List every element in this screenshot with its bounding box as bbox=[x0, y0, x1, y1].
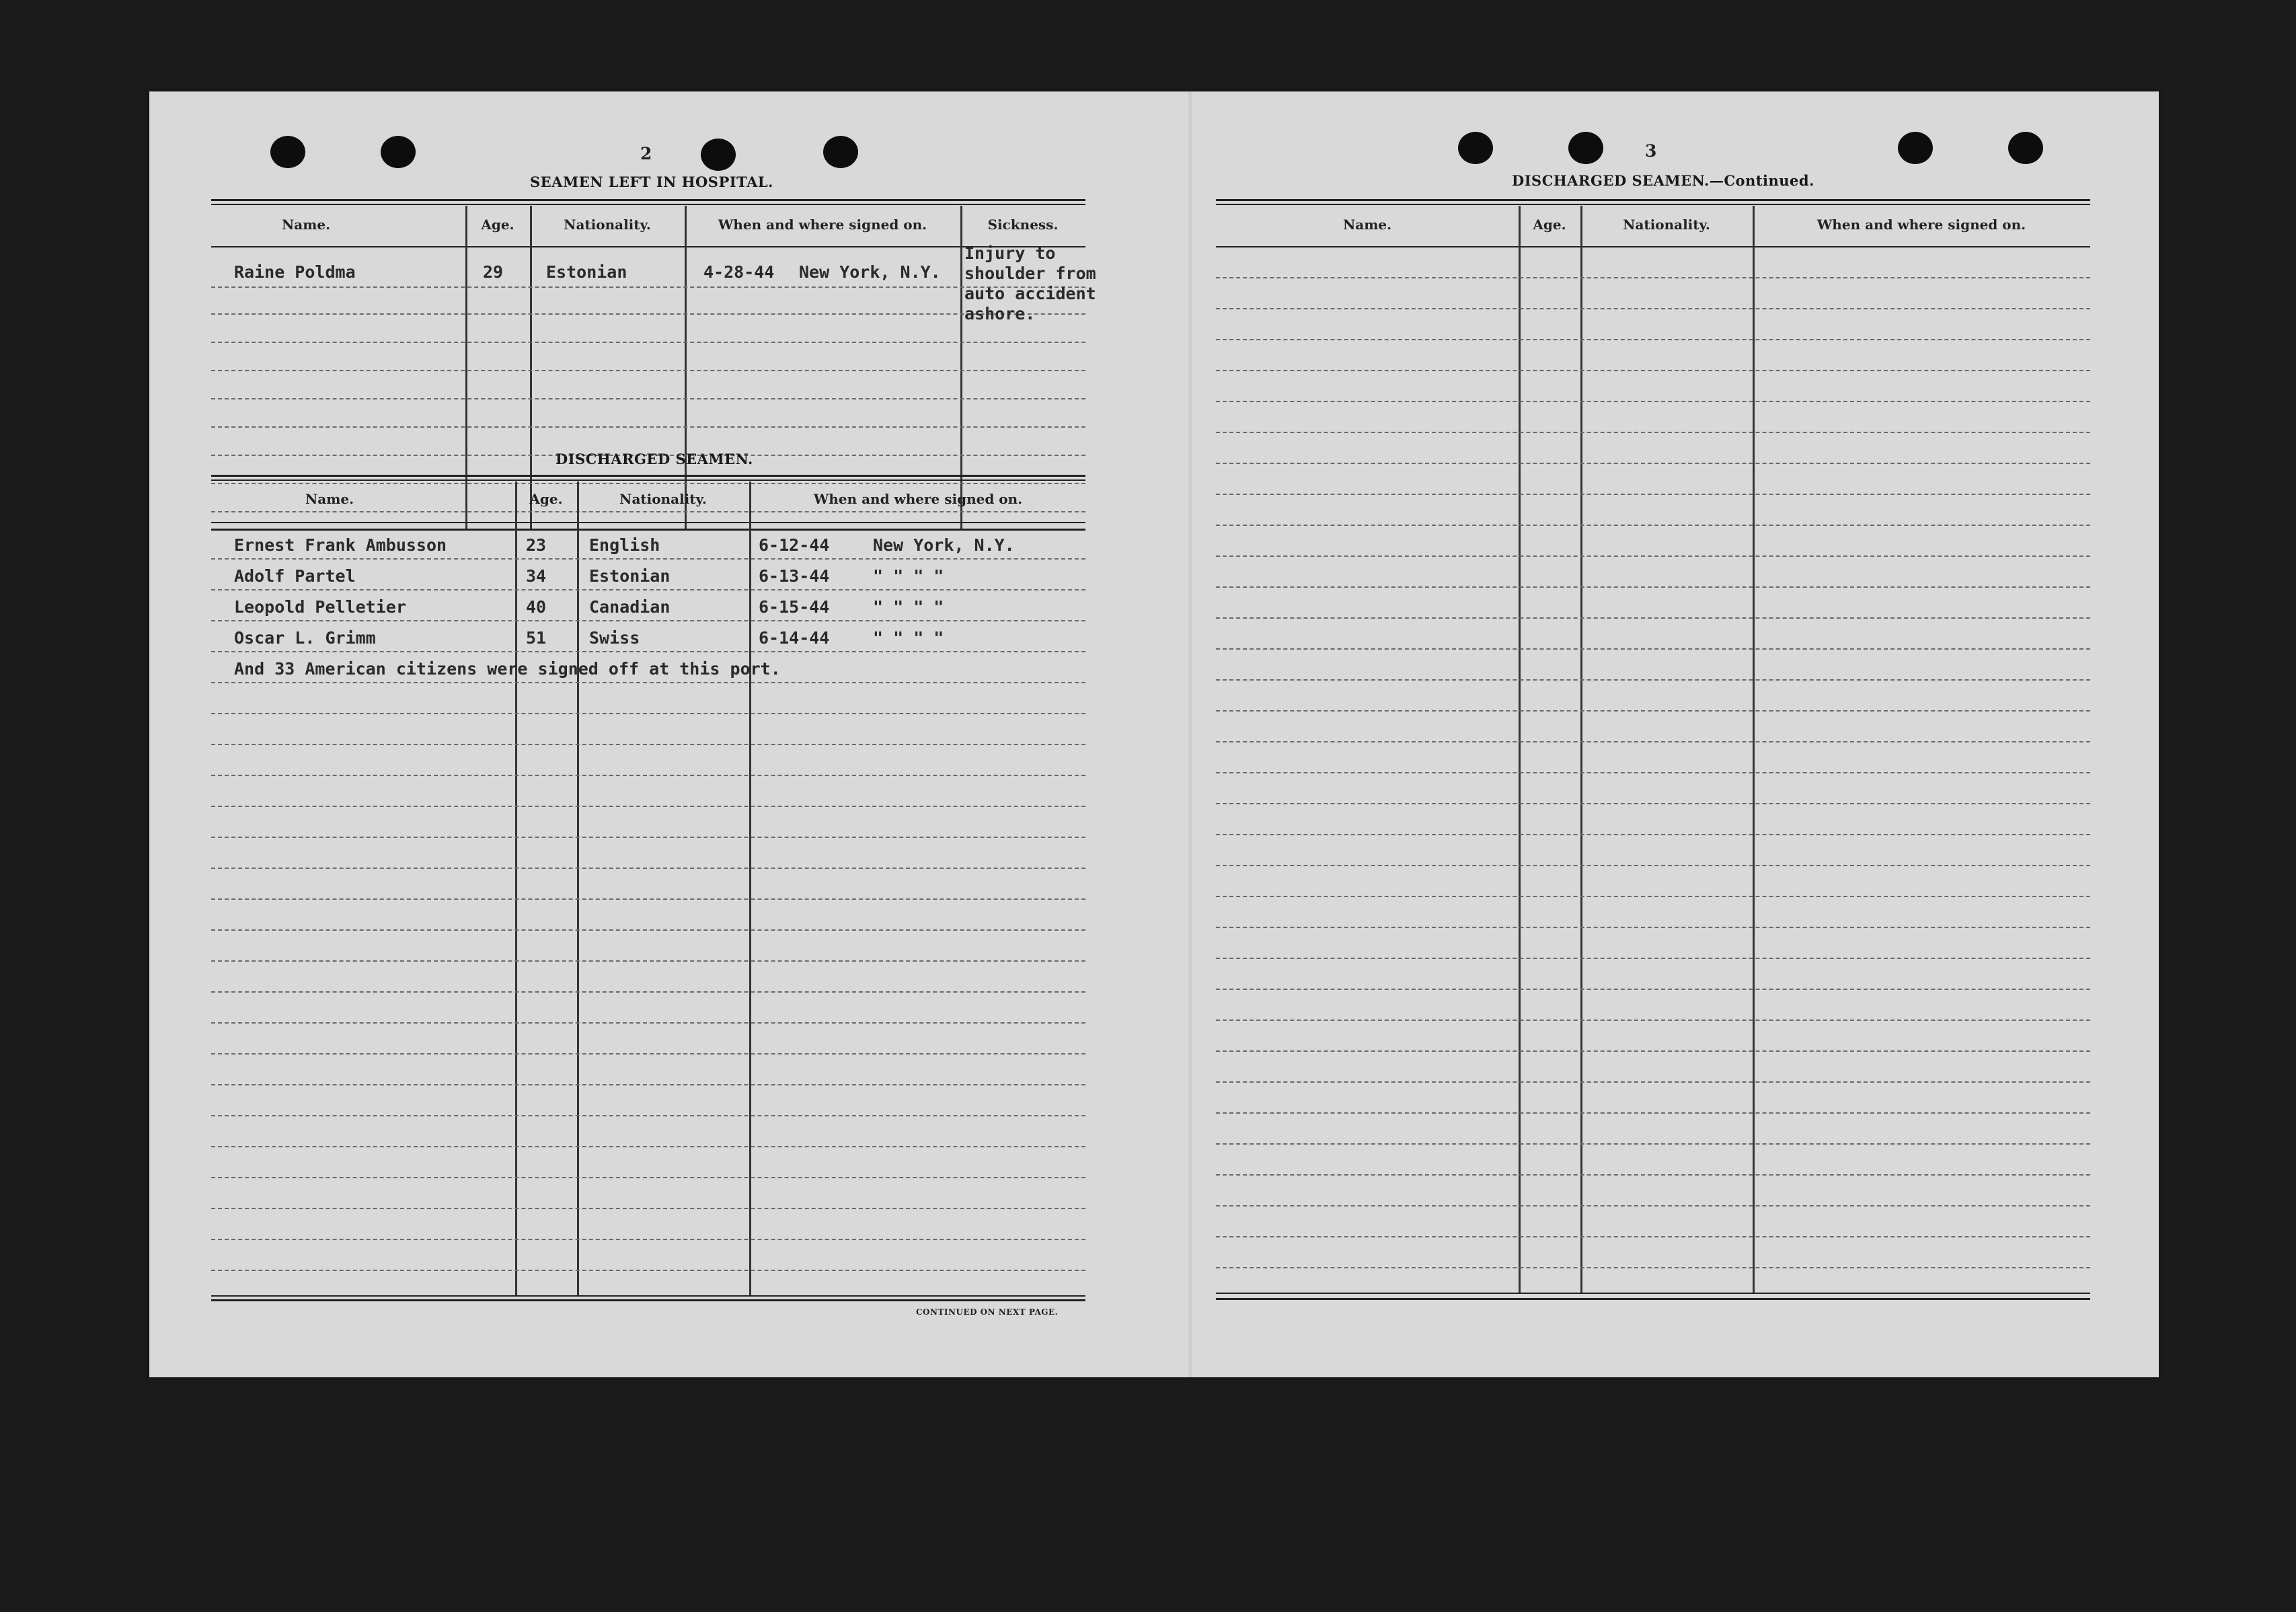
discharged-row-name: Oscar L. Grimm bbox=[234, 628, 376, 648]
discharged-row-age: 23 bbox=[526, 535, 547, 555]
discharged-row-place: " " " " bbox=[873, 597, 944, 617]
hospital-col-nationality: Nationality. bbox=[564, 217, 651, 233]
hospital-row-sickness-line: shoulder from bbox=[964, 264, 1096, 283]
right-col-nationality: Nationality. bbox=[1623, 217, 1710, 233]
right-section-title: DISCHARGED SEAMEN.—Continued. bbox=[1512, 172, 1814, 189]
discharged-row-nationality: Swiss bbox=[589, 628, 640, 648]
discharged-row-date: 6-14-44 bbox=[759, 628, 830, 648]
punch-hole bbox=[1898, 132, 1933, 164]
hospital-row-age: 29 bbox=[483, 262, 504, 282]
discharged-row-date: 6-12-44 bbox=[759, 535, 830, 555]
discharged-col-nationality: Nationality. bbox=[619, 491, 707, 507]
left-page-number: 2 bbox=[640, 144, 652, 163]
right-page-number: 3 bbox=[1645, 141, 1657, 161]
hospital-row-sickness-line: auto accident bbox=[964, 284, 1096, 303]
hospital-col-name: Name. bbox=[281, 217, 331, 233]
discharged-row-name: Ernest Frank Ambusson bbox=[234, 535, 447, 555]
hospital-col-signed-on: When and where signed on. bbox=[718, 217, 927, 233]
punch-hole bbox=[381, 136, 416, 168]
discharged-row-date: 6-15-44 bbox=[759, 597, 830, 617]
discharged-row-age: 40 bbox=[526, 597, 547, 617]
hospital-row-sickness-line: ashore. bbox=[964, 304, 1036, 323]
punch-hole bbox=[823, 136, 858, 168]
continued-footer: CONTINUED ON NEXT PAGE. bbox=[916, 1307, 1059, 1317]
hospital-row-nationality: Estonian bbox=[546, 262, 627, 282]
discharged-col-name: Name. bbox=[305, 491, 354, 507]
discharged-row-nationality: English bbox=[589, 535, 660, 555]
hospital-row-name: Raine Poldma bbox=[234, 262, 356, 282]
hospital-col-sickness: Sickness. bbox=[987, 217, 1059, 233]
discharged-row-place: New York, N.Y. bbox=[873, 535, 1015, 555]
hospital-col-age: Age. bbox=[481, 217, 514, 233]
discharged-row-place: " " " " bbox=[873, 566, 944, 586]
hospital-section-title: SEAMEN LEFT IN HOSPITAL. bbox=[530, 174, 773, 190]
punch-hole bbox=[270, 136, 305, 168]
discharged-row-nationality: Estonian bbox=[589, 566, 671, 586]
discharged-note: And 33 American citizens were signed off at this port. bbox=[234, 659, 781, 679]
discharged-row-date: 6-13-44 bbox=[759, 566, 830, 586]
right-col-age: Age. bbox=[1533, 217, 1566, 233]
discharged-col-signed-on: When and where signed on. bbox=[813, 491, 1023, 507]
right-col-name: Name. bbox=[1342, 217, 1392, 233]
punch-hole bbox=[1568, 132, 1603, 164]
right-col-signed-on: When and where signed on. bbox=[1816, 217, 2026, 233]
hospital-row-sickness-line: Injury to bbox=[964, 243, 1056, 263]
discharged-section-title: DISCHARGED SEAMEN. bbox=[556, 451, 753, 467]
document-sheet bbox=[149, 91, 2159, 1377]
punch-hole bbox=[1458, 132, 1493, 164]
hospital-row-date: 4-28-44 bbox=[703, 262, 775, 282]
discharged-col-age: Age. bbox=[529, 491, 563, 507]
punch-hole bbox=[701, 139, 736, 171]
discharged-row-age: 34 bbox=[526, 566, 547, 586]
discharged-row-name: Leopold Pelletier bbox=[234, 597, 406, 617]
discharged-row-name: Adolf Partel bbox=[234, 566, 356, 586]
punch-hole bbox=[2008, 132, 2043, 164]
hospital-row-place: New York, N.Y. bbox=[799, 262, 941, 282]
page-fold bbox=[1188, 91, 1192, 1377]
discharged-row-age: 51 bbox=[526, 628, 547, 648]
discharged-row-nationality: Canadian bbox=[589, 597, 671, 617]
discharged-row-place: " " " " bbox=[873, 628, 944, 648]
